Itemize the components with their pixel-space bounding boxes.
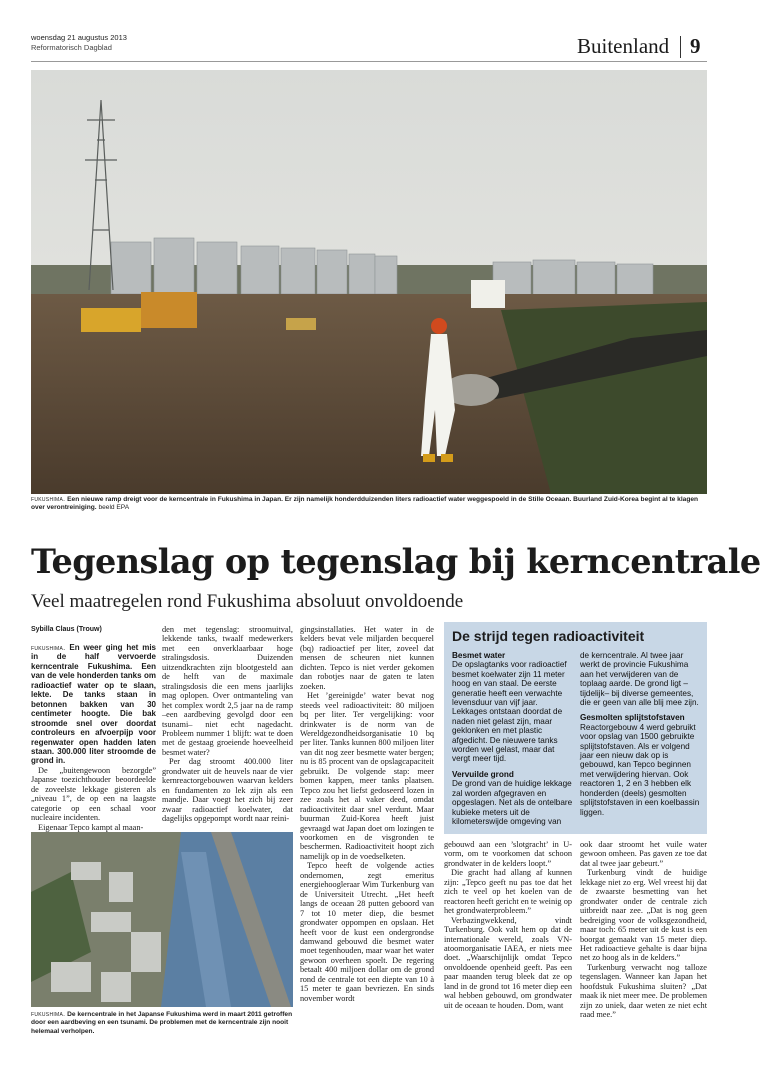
infobox xyxy=(444,622,707,834)
paragraph: De „buitengewoon bezorgde” Japanse toezichthouder beoordeelde de zoveelste lekkage gisteren als „niveau 1”, de op een na laagste categorie op een schaal voor nucleaire incidenten. xyxy=(31,765,156,823)
paragraph: Turkenburg vindt de huidige lekkage niet zo erg. Wel vreest hij dat de zwaarste besmetting van het grondwater onder de centrale zich uitbreidt naar zee. „Dat is nog geen bedreiging voor de volksgezondheid, maar toch: 65 meter uit de kust is een boorgat gemaakt van 15 meter diep. Het radioactieve gehalte is daar bijna net zo hoog als in de kelders.” xyxy=(580,868,707,963)
header-divider xyxy=(680,36,681,58)
paragraph: Eigenaar Tepco kampt al maan- xyxy=(38,822,144,832)
subheadline: Veel maatregelen rond Fukushima absoluut onvoldoende xyxy=(31,591,464,612)
paragraph: gingsinstallaties. Het water in de kelders bevat vele miljarden becquerel (bq) radioactief per liter, zoveel dat mensen de scheuren niet kunnen dichten. Tepco is niet verder gekomen dan robotjes naar de gaten te laten zoeken. xyxy=(300,625,434,691)
paragraph: Verbazingwekkend, vindt Turkenburg. Ook valt hem op dat de internationale wereld, zoals VN-atoomorganisatie IAEA, er niets mee doet. „Waarschijnlijk omdat Tepco onvoldoende openheid geeft. Pas een paar maanden terug bleek dat ze op land in de grond tot 16 meter diep een wal hebben gebouwd, om grondwater uit de oceaan te houden. Dom, want xyxy=(444,915,572,1010)
infobox-text: De grond van de huidige lekkage zal worden afgegraven en opgeslagen. Net als de ontelbare kubieke meters uit de kilometerswijde omgeving van xyxy=(452,779,573,826)
caption-text: Een nieuwe ramp dreigt voor de kerncentrale in Fukushima in Japan. Er zijn namelijk honderdduizenden liters radioactief water weggespoeld in de Stille Oceaan. Buurland Zuid-Korea begint al te klagen over verontreiniging. xyxy=(31,496,699,512)
paragraph: Tepco heeft de volgende acties ondernomen, zegt emeritus energiehoogleraar Wim Turkenburg van de Universiteit Utrecht. „Het heeft langs de oceaan 28 putten geboord van 7 tot 10 meter diep, die besmet grondwater oppompen en opslaan. Het heeft voor de kust een ondergrondse damwand gebouwd die besmet water moet tegenhouden, maar waar het water gewoon overheen spoelt. De regering betaalt 400 miljoen dollar om de grond rond de centrale tot een diepte van 10 à 15 meter te gaan bevriezen. En sinds november wordt xyxy=(300,861,434,1003)
article-column-5 xyxy=(580,840,707,1064)
infobox-text: De opslagtanks voor radioactief besmet koelwater zijn 11 meter hoog en van staal. De eerste generatie heeft een verwachte levensduur van vijf jaar. Lekkages ontstaan doordat de naden niet gelast zijn, maar geklonken en met plastic afgedicht. De nieuwere tanks worden wel gelast, maar dat vergt meer tijd. xyxy=(452,660,567,764)
aerial-photo xyxy=(31,832,293,1007)
infobox-text: Reactorgebouw 4 werd gebruikt voor opslag van 1500 gebruikte splijtstofstaven. Als er volgend jaar een nieuw dak op is gebouwd, kan Tepco beginnen met verwijdering hiervan. Ook reactoren 1, 2 en 3 hebben elk honderden (deels) gesmolten splijtstofstaven in een koelbassin liggen. xyxy=(580,722,700,817)
infobox-subhead: Gesmolten splijtstofstaven xyxy=(580,713,685,723)
paragraph: den met tegenslag: stroomuitval, lekkende tanks, twaalf medewerkers met een onverklaarbaar hoge stralingsdosis. Duizenden uitzendkrachten zijn blootgesteld aan de helft van de maximale stralingsdosis die een mens jaarlijks mag oplopen. Over ontmanteling van het complex wordt 2,5 jaar na de ramp –een aardbeving gevolgd door een tsunami– niet echt nagedacht. Probleem nummer 1 blijft: wat te doen met de gestaag groeiende hoeveelheid besmet water? xyxy=(162,625,293,757)
infobox-subhead: Vervuilde grond xyxy=(452,769,514,779)
paragraph: gebouwd aan een ’slotgracht’ in U-vorm, om te voorkomen dat schoon grondwater in de kelders loopt.” xyxy=(444,840,572,868)
photo-credit: beeld EPA xyxy=(98,504,130,512)
paragraph: Per dag stroomt 400.000 liter grondwater uit de heuvels naar de vier kernreactorgebouwen waarvan kelders en fundamenten zo lek zijn als een mandje. Daar voegt het zich bij zeer zwaar radioactief koelwater, dat dagelijks opgepompt wordt naar reini- xyxy=(162,757,293,824)
section-title: Buitenland xyxy=(577,34,670,58)
paragraph: ook daar stroomt het vuile water gewoon omheen. Pas gaven ze toe dat dat al twee jaar gebeurt.” xyxy=(580,840,707,868)
infobox-column-1 xyxy=(452,651,574,831)
paragraph: Het ’gereinigde’ water bevat nog steeds veel radioactiviteit: 80 miljoen bq per liter. Ter vergelijking: voor drinkwater is de norm van de Wereldgezondheidsorganisatie 10 bq per liter. Tanks kunnen 800 miljoen liter van dit nog zeer besmette water bergen; nu is 85 procent van de opslagcapaciteit gebruikt. De volgende stap: meer bomen kappen, meer tanks plaatsen. Tepco zou het liefst gedoseerd lozen in zee zoals het al vaker deed, omdat radioactiviteit daar snel verdunt. Maar buurman Zuid-Korea heeft juist gevraagd wat Japan doet om lozingen te voorkomen en de visgronden te beschermen. Radioactiviteit hoopt zich namelijk op in de voedselketen. xyxy=(300,691,434,861)
caption-kicker: fukushima. xyxy=(31,1011,66,1018)
main-photo-caption xyxy=(31,496,707,513)
infobox-text: de kerncentrale. Al twee jaar werkt de provincie Fukushima aan het verwijderen van de toplaag aarde. De grond ligt –tijdelijk– bij diverse gemeentes, die er geen van alle blij mee zijn. xyxy=(580,651,699,708)
caption-text: De kerncentrale in het Japanse Fukushima werd in maart 2011 getroffen door een aardbeving en een tsunami. De problemen met de kerncentrale zijn nooit helemaal verholpen. xyxy=(31,1011,293,1035)
publication-name: Reformatorisch Dagblad xyxy=(31,43,112,52)
infobox-title: De strijd tegen radioactiviteit xyxy=(452,628,645,644)
page-number: 9 xyxy=(690,34,701,58)
paragraph: Turkenburg verwacht nog talloze tegenslagen. Wanneer kan Japan het hoofdstuk Fukushima sluiten? „Dat maak ik niet meer mee. De problemen zijn zo uniek, daar weten ze niet echt raad mee.” xyxy=(580,962,707,1020)
caption-kicker: fukushima. xyxy=(31,496,66,503)
article-column-4 xyxy=(444,840,572,1064)
lead-kicker: fukushima. xyxy=(31,643,66,652)
headline: Tegenslag op tegenslag bij kerncentrale xyxy=(31,542,761,581)
header-rule xyxy=(31,61,707,62)
byline: Sybilla Claus (Trouw) xyxy=(31,626,102,633)
paragraph: Die gracht had allang af kunnen zijn: „Tepco geeft nu pas toe dat het zich te veel op het koelen van de reactoren heeft gericht en te weinig op het grondwaterprobleem.” xyxy=(444,868,572,916)
infobox-subhead: Besmet water xyxy=(452,651,506,660)
article-column-1 xyxy=(31,643,156,832)
aerial-photo-caption xyxy=(31,1011,293,1036)
issue-date: woensdag 21 augustus 2013 xyxy=(31,33,127,42)
lead-paragraph: En weer ging het mis in de half vervoerde kerncentrale Fukushima. Een van de vele honderden tanks om radioactief water op te slaan, lekte. De tanks staan in betonnen bakken van 30 centimeter hoogte. Die bak stroomde snel over doordat controleurs en afvoerpijp voor regenwater open hadden laten staan. 300.000 liter stroomde de grond in. xyxy=(31,643,156,766)
infobox-column-2 xyxy=(580,651,702,831)
article-column-3 xyxy=(300,625,434,1063)
article-column-2 xyxy=(162,625,293,827)
main-photo xyxy=(31,70,707,494)
